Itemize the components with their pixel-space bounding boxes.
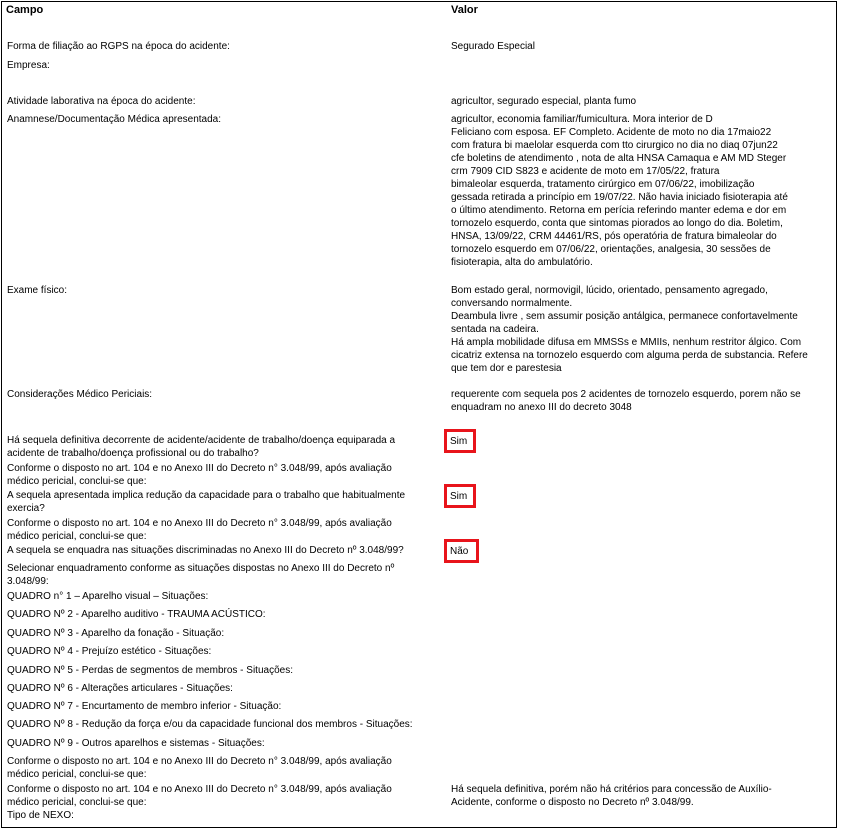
label-conforme-4: Conforme o disposto no art. 104 e no Anexo III do Decreto n° 3.048/99, após avaliação médico pericial, conclui-se que: xyxy=(7,784,392,808)
value-filiacao: Segurado Especial xyxy=(451,41,535,52)
quadro-1: QUADRO n° 1 – Aparelho visual – Situações: xyxy=(7,591,209,602)
label-exame-fisico: Exame físico: xyxy=(7,285,68,296)
label-conforme-1: Conforme o disposto no art. 104 e no Anexo III do Decreto n° 3.048/99, após avaliação médico pericial, conclui-se que: xyxy=(7,463,392,487)
value-exame-fisico: Bom estado geral, normovigil, lúcido, orientado, pensamento agregado, conversando normalmente. Deambula livre , sem assumir posição antálgica, permanece confortavelmente sentada na cadeira. Há ampla mobilidade difusa em MMSSs e MMIIs, nenhum restritor álgico. Com cicatriz extensa na tornozelo esquerdo com alguma perda de substancia. Refere que tem dor e parestesia xyxy=(451,285,808,374)
answer-reducao-capacidade-text: Sim xyxy=(450,491,468,502)
column-header-campo: Campo xyxy=(6,4,44,16)
answer-anexo-iii-text: Não xyxy=(450,546,469,557)
label-atividade: Atividade laborativa na época do acidente: xyxy=(7,96,196,107)
question-sequela-definitiva: Há sequela definitiva decorrente de acidente/acidente de trabalho/doença equiparada a acidente de trabalho/doença profissional ou do trabalho? xyxy=(7,435,396,459)
label-filiacao: Forma de filiação ao RGPS na época do acidente: xyxy=(7,41,230,52)
label-selecionar-enquadramento: Selecionar enquadramento conforme as situações dispostas no Anexo III do Decreto nº 3.048/99: xyxy=(7,563,395,587)
value-conclusao: Há sequela definitiva, porém não há critérios para concessão de Auxílio- Acidente, conforme o disposto no Decreto nº 3.048/99. xyxy=(451,784,772,808)
value-atividade: agricultor, segurado especial, planta fumo xyxy=(451,96,637,107)
label-conforme-3: Conforme o disposto no art. 104 e no Anexo III do Decreto n° 3.048/99, após avaliação médico pericial, conclui-se que: xyxy=(7,756,392,780)
quadro-5: QUADRO Nº 5 - Perdas de segmentos de membros - Situações: xyxy=(7,665,293,676)
quadro-7: QUADRO Nº 7 - Encurtamento de membro inferior - Situação: xyxy=(7,701,282,712)
quadro-4: QUADRO Nº 4 - Prejuízo estético - Situações: xyxy=(7,646,212,657)
answer-sequela-definitiva-text: Sim xyxy=(450,436,468,447)
quadro-9: QUADRO Nº 9 - Outros aparelhos e sistemas - Situações: xyxy=(7,738,265,749)
answer-reducao-capacidade xyxy=(444,484,476,508)
quadro-8: QUADRO Nº 8 - Redução da força e/ou da capacidade funcional dos membros - Situações: xyxy=(7,719,413,730)
quadro-3: QUADRO Nº 3 - Aparelho da fonação - Situação: xyxy=(7,628,225,639)
label-anamnese: Anamnese/Documentação Médica apresentada: xyxy=(7,114,222,125)
question-anexo-iii: A sequela se enquadra nas situações discriminadas no Anexo III do Decreto nº 3.048/99? xyxy=(7,545,404,556)
answer-anexo-iii xyxy=(444,539,479,563)
label-tipo-nexo: Tipo de NEXO: xyxy=(7,810,74,821)
answer-sequela-definitiva xyxy=(444,429,476,453)
value-anamnese: agricultor, economia familiar/fumicultura. Mora interior de D Feliciano com esposa. EF Completo. Acidente de moto no dia 17maio22 com fratura bi maelolar esquerda com tto cirurgico no dia no diaq 07jun22 cfe boletins de atendimento , nota de alta HNSA Camaqua e AM MD Steger crm 7909 CID S823 e acidente de moto em 17/05/22, fratura bimaleolar esquerda, tratamento cirúrgico em 07/06/22, imobilização gessada retirada a princípio em 19/07/22. Não havia iniciado fisioterapia até o último atendimento. Retorna em perícia referindo manter edema e dor em tornozelo esquerdo, conta que sintomas piorados ao longo do dia. Boletim, HNSA, 13/09/22, CRM 44461/RS, pós operatória de fratura bimaleolar do tornozelo esquerdo em 07/06/22, orientações, analgesia, 30 sessões de fisioterapia, alta do ambulatório. xyxy=(451,114,788,268)
quadro-2: QUADRO Nº 2 - Aparelho auditivo - TRAUMA ACÚSTICO: xyxy=(7,609,266,620)
label-empresa: Empresa: xyxy=(7,60,50,71)
value-consideracoes: requerente com sequela pos 2 acidentes de tornozelo esquerdo, porem não se enquadram no anexo III do decreto 3048 xyxy=(451,389,801,413)
question-reducao-capacidade: A sequela apresentada implica redução da capacidade para o trabalho que habitualmente exercia? xyxy=(7,490,406,514)
quadro-6: QUADRO Nº 6 - Alterações articulares - Situações: xyxy=(7,683,233,694)
label-consideracoes: Considerações Médico Periciais: xyxy=(7,389,153,400)
label-conforme-2: Conforme o disposto no art. 104 e no Anexo III do Decreto n° 3.048/99, após avaliação médico pericial, conclui-se que: xyxy=(7,518,392,542)
column-header-valor: Valor xyxy=(451,4,478,16)
